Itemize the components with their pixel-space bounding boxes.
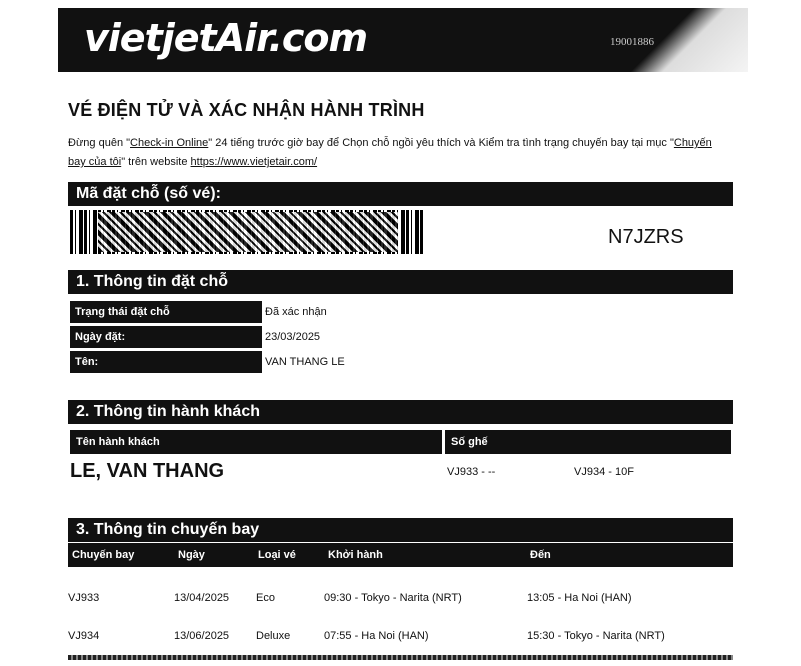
status-value: Đã xác nhận: [265, 306, 327, 318]
name-label: Tên:: [70, 351, 262, 373]
notice-text: " 24 tiếng trước giờ bay để Chọn chỗ ngồi yêu thích và Kiểm tra tình trạng chuyến bay tại mục ": [208, 137, 674, 149]
section-booking-info-header: 1. Thông tin đặt chỗ: [68, 270, 733, 294]
seat-vj933: VJ933 - --: [447, 466, 496, 478]
flight-number: VJ934: [68, 630, 100, 642]
passenger-name: LE, VAN THANG: [70, 460, 225, 482]
website-link[interactable]: https://www.vietjetair.com/: [190, 156, 318, 168]
departure: 09:30 - Tokyo - Narita (NRT): [324, 592, 462, 604]
flight-number: VJ933: [68, 592, 100, 604]
col-date: Ngày: [178, 549, 205, 561]
vietjet-logo: vietjetAir.com: [84, 16, 368, 60]
checkin-online-link[interactable]: Check-in Online: [130, 137, 209, 149]
booking-code: N7JZRS: [608, 226, 684, 248]
arrival: 15:30 - Tokyo - Narita (NRT): [527, 630, 665, 642]
name-value: VAN THANG LE: [265, 356, 345, 368]
seat-column: Số ghế: [445, 430, 731, 454]
my-flights-link[interactable]: Chuyến bay của tôi: [68, 137, 712, 168]
flight-date: 13/04/2025: [174, 592, 230, 604]
bottom-divider: [68, 655, 733, 660]
fare-class: Eco: [256, 592, 275, 604]
passenger-name-column: Tên hành khách: [70, 430, 442, 454]
status-label: Trạng thái đặt chỗ: [70, 301, 262, 323]
flight-date: 13/06/2025: [174, 630, 230, 642]
section-passenger-header: 2. Thông tin hành khách: [68, 400, 733, 424]
booking-date-label: Ngày đặt:: [70, 326, 262, 348]
booking-date-value: 23/03/2025: [265, 331, 321, 343]
col-departure: Khởi hành: [328, 549, 383, 561]
checkin-notice: [68, 134, 730, 172]
seat-vj934: VJ934 - 10F: [574, 466, 634, 478]
booking-code-header: Mã đặt chỗ (số vé):: [68, 182, 733, 206]
hotline-number: 19001886: [610, 36, 654, 48]
notice-text: " trên website: [121, 156, 191, 168]
departure: 07:55 - Ha Noi (HAN): [324, 630, 429, 642]
page-title: VÉ ĐIỆN TỬ VÀ XÁC NHẬN HÀNH TRÌNH: [68, 100, 425, 120]
col-arrival: Đến: [530, 549, 551, 561]
fare-class: Deluxe: [256, 630, 291, 642]
col-fare: Loại vé: [258, 549, 296, 561]
col-flight: Chuyến bay: [72, 549, 135, 561]
section-flight-header: 3. Thông tin chuyến bay: [68, 518, 733, 542]
booking-barcode: [70, 210, 425, 254]
flight-table-header: [68, 543, 733, 567]
notice-text: Đừng quên ": [68, 137, 131, 149]
arrival: 13:05 - Ha Noi (HAN): [527, 592, 632, 604]
